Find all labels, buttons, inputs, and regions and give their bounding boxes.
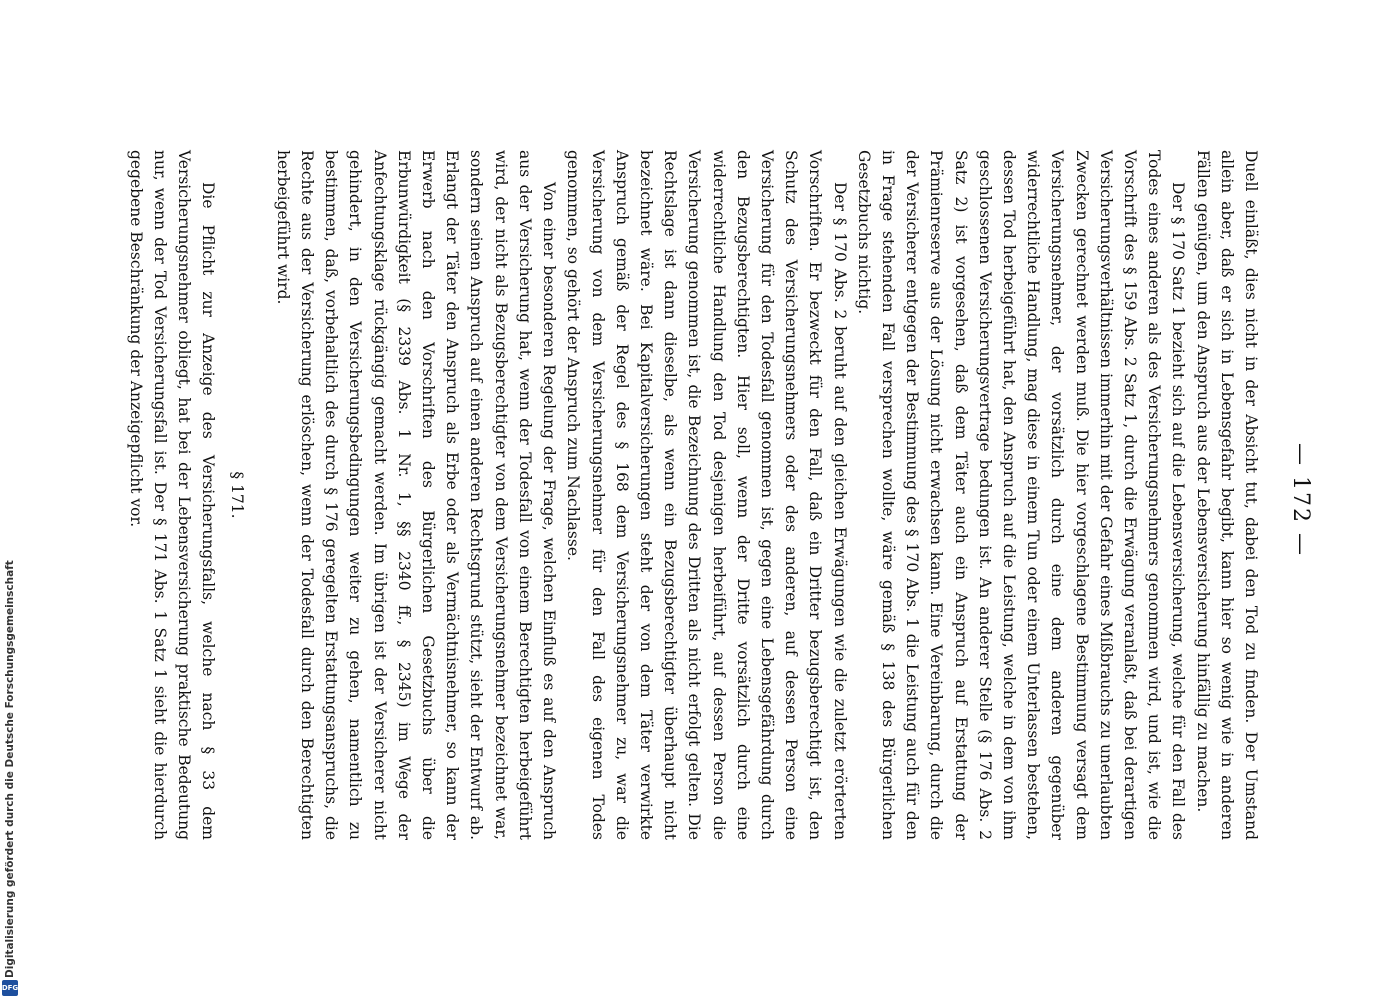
dfg-logo-icon: DFG bbox=[2, 980, 18, 996]
paragraph-2: Der § 170 Satz 1 bezieht sich auf die Lebensversicherung, welche für den Fall des Todes eines anderen als des Versicherungsnehmers genommen wird, und ist, wie die Vorschrift des § 159 Abs. 2 Satz 1, durch die Erwägung veranlaßt, daß bei derartigen Versicherungsverhältnissen immerhin mit der Gefahr eines Mißbrauchs zu unerlaubten Zwecken gerechnet werden muß. Die hier vorgeschlagene Bestimmung versagt dem Versicherungsnehmer, der vorsätzlich durch eine dem anderen gegenüber widerrechtliche Handlung, mag diese in einem Tun oder einem Unterlassen bestehen, dessen Tod herbeigeführt hat, den Anspruch auf die Leistung, welche in dem von ihm geschlossenen Versicherungsvertrage bedungen ist. An anderer Stelle (§ 176 Abs. 2 Satz 2) ist vorgesehen, daß dem Täter auch ein Anspruch auf Erstattung der Prämienreserve aus der Lösung nicht erwachsen kann. Eine Vereinbarung, durch die der Versicherer entgegen der Bestimmung des § 170 Abs. 1 die Leistung auch für den in Frage stehenden Fall versprechen wollte, wäre gemäß § 138 des Bürgerlichen Gesetzbuchs nichtig. bbox=[854, 150, 1188, 840]
paragraph-4: Von einer besonderen Regelung der Frage, welchen Einfluß es auf den Anspruch aus der Versicherung hat, wenn der Todesfall von einem Berechtigten herbeigeführt wird, der nicht als Bezugsberechtigter von dem Versicherungsnehmer bezeichnet war, sondern seinen Anspruch auf einen anderen Rechtsgrund stützt, sieht der Entwurf ab. Erlangt der Täter den Anspruch als Erbe oder als Vermächtnisnehmer, so kann der Erwerb nach den Vorschriften des Bürgerlichen Gesetzbuchs über die Erbunwürdigkeit (§ 2339 Abs. 1 Nr. 1, §§ 2340 ff., § 2345) im Wege der Anfechtungsklage rückgängig gemacht werden. Im übrigen ist der Versicherer nicht gehindert, in den Versicherungsbedingungen weiter zu gehen, namentlich zu bestimmen, daß, vorbehaltlich des durch § 176 geregelten Erstattungsanspruchs, die Rechte aus der Versicherung erlöschen, wenn der Todesfall durch den Berechtigten herbeigeführt wird. bbox=[273, 150, 559, 840]
digitization-credit bbox=[0, 560, 22, 978]
credit-text: Digitalisierung gefördert durch die Deutsche Forschungsgemeinschaft bbox=[4, 560, 16, 978]
page-number: — 172 — bbox=[1288, 443, 1313, 557]
paragraph-5: Die Pflicht zur Anzeige des Versicherungsfalls, welche nach § 33 dem Versicherungsnehmer obliegt, hat bei der Lebensversicherung praktische Bedeutung nur, wenn der Tod Versicherungsfall ist. Der § 171 Abs. 1 Satz 1 sieht die hierdurch gegebene Beschränkung der Anzeigepflicht vor. bbox=[126, 150, 218, 840]
body-text bbox=[124, 150, 1263, 840]
paragraph-1: Duell einläßt, dies nicht in der Absicht tut, dabei den Tod zu finden. Der Umstand allein aber, daß er sich in Lebensgefahr begibt, kann hier so wenig wie in anderen Fällen genügen, um den Anspruch aus der Lebensversicherung hinfällig zu machen. bbox=[1193, 150, 1260, 840]
paragraph-3: Der § 170 Abs. 2 beruht auf den gleichen Erwägungen wie die zuletzt erörterten Vorschriften. Er bezweckt für den Fall, daß ein Dritter bezugsberechtigt ist, den Schutz des Versicherungsnehmers oder des anderen, auf dessen Person eine Versicherung für den Todesfall genommen ist, gegen eine Lebensgefährdung durch den Bezugsberechtigten. Hier soll, wenn der Dritte vorsätzlich durch eine widerrechtliche Handlung den Tod desjenigen herbeiführt, auf dessen Person die Versicherung genommen ist, die Bezeichnung des Dritten als nicht erfolgt gelten. Die Rechtslage ist dann dieselbe, als wenn ein Bezugsberechtigter überhaupt nicht bezeichnet wäre. Bei Kapitalversicherungen steht der von dem Täter verwirkte Anspruch gemäß der Regel des § 168 dem Versicherungsnehmer zu, war die Versicherung von dem Versicherungsnehmer für den Fall des eigenen Todes genommen, so gehört der Anspruch zum Nachlasse. bbox=[564, 150, 849, 840]
section-heading: § 171. bbox=[227, 471, 246, 519]
digitization-credit-strip bbox=[0, 0, 22, 1000]
